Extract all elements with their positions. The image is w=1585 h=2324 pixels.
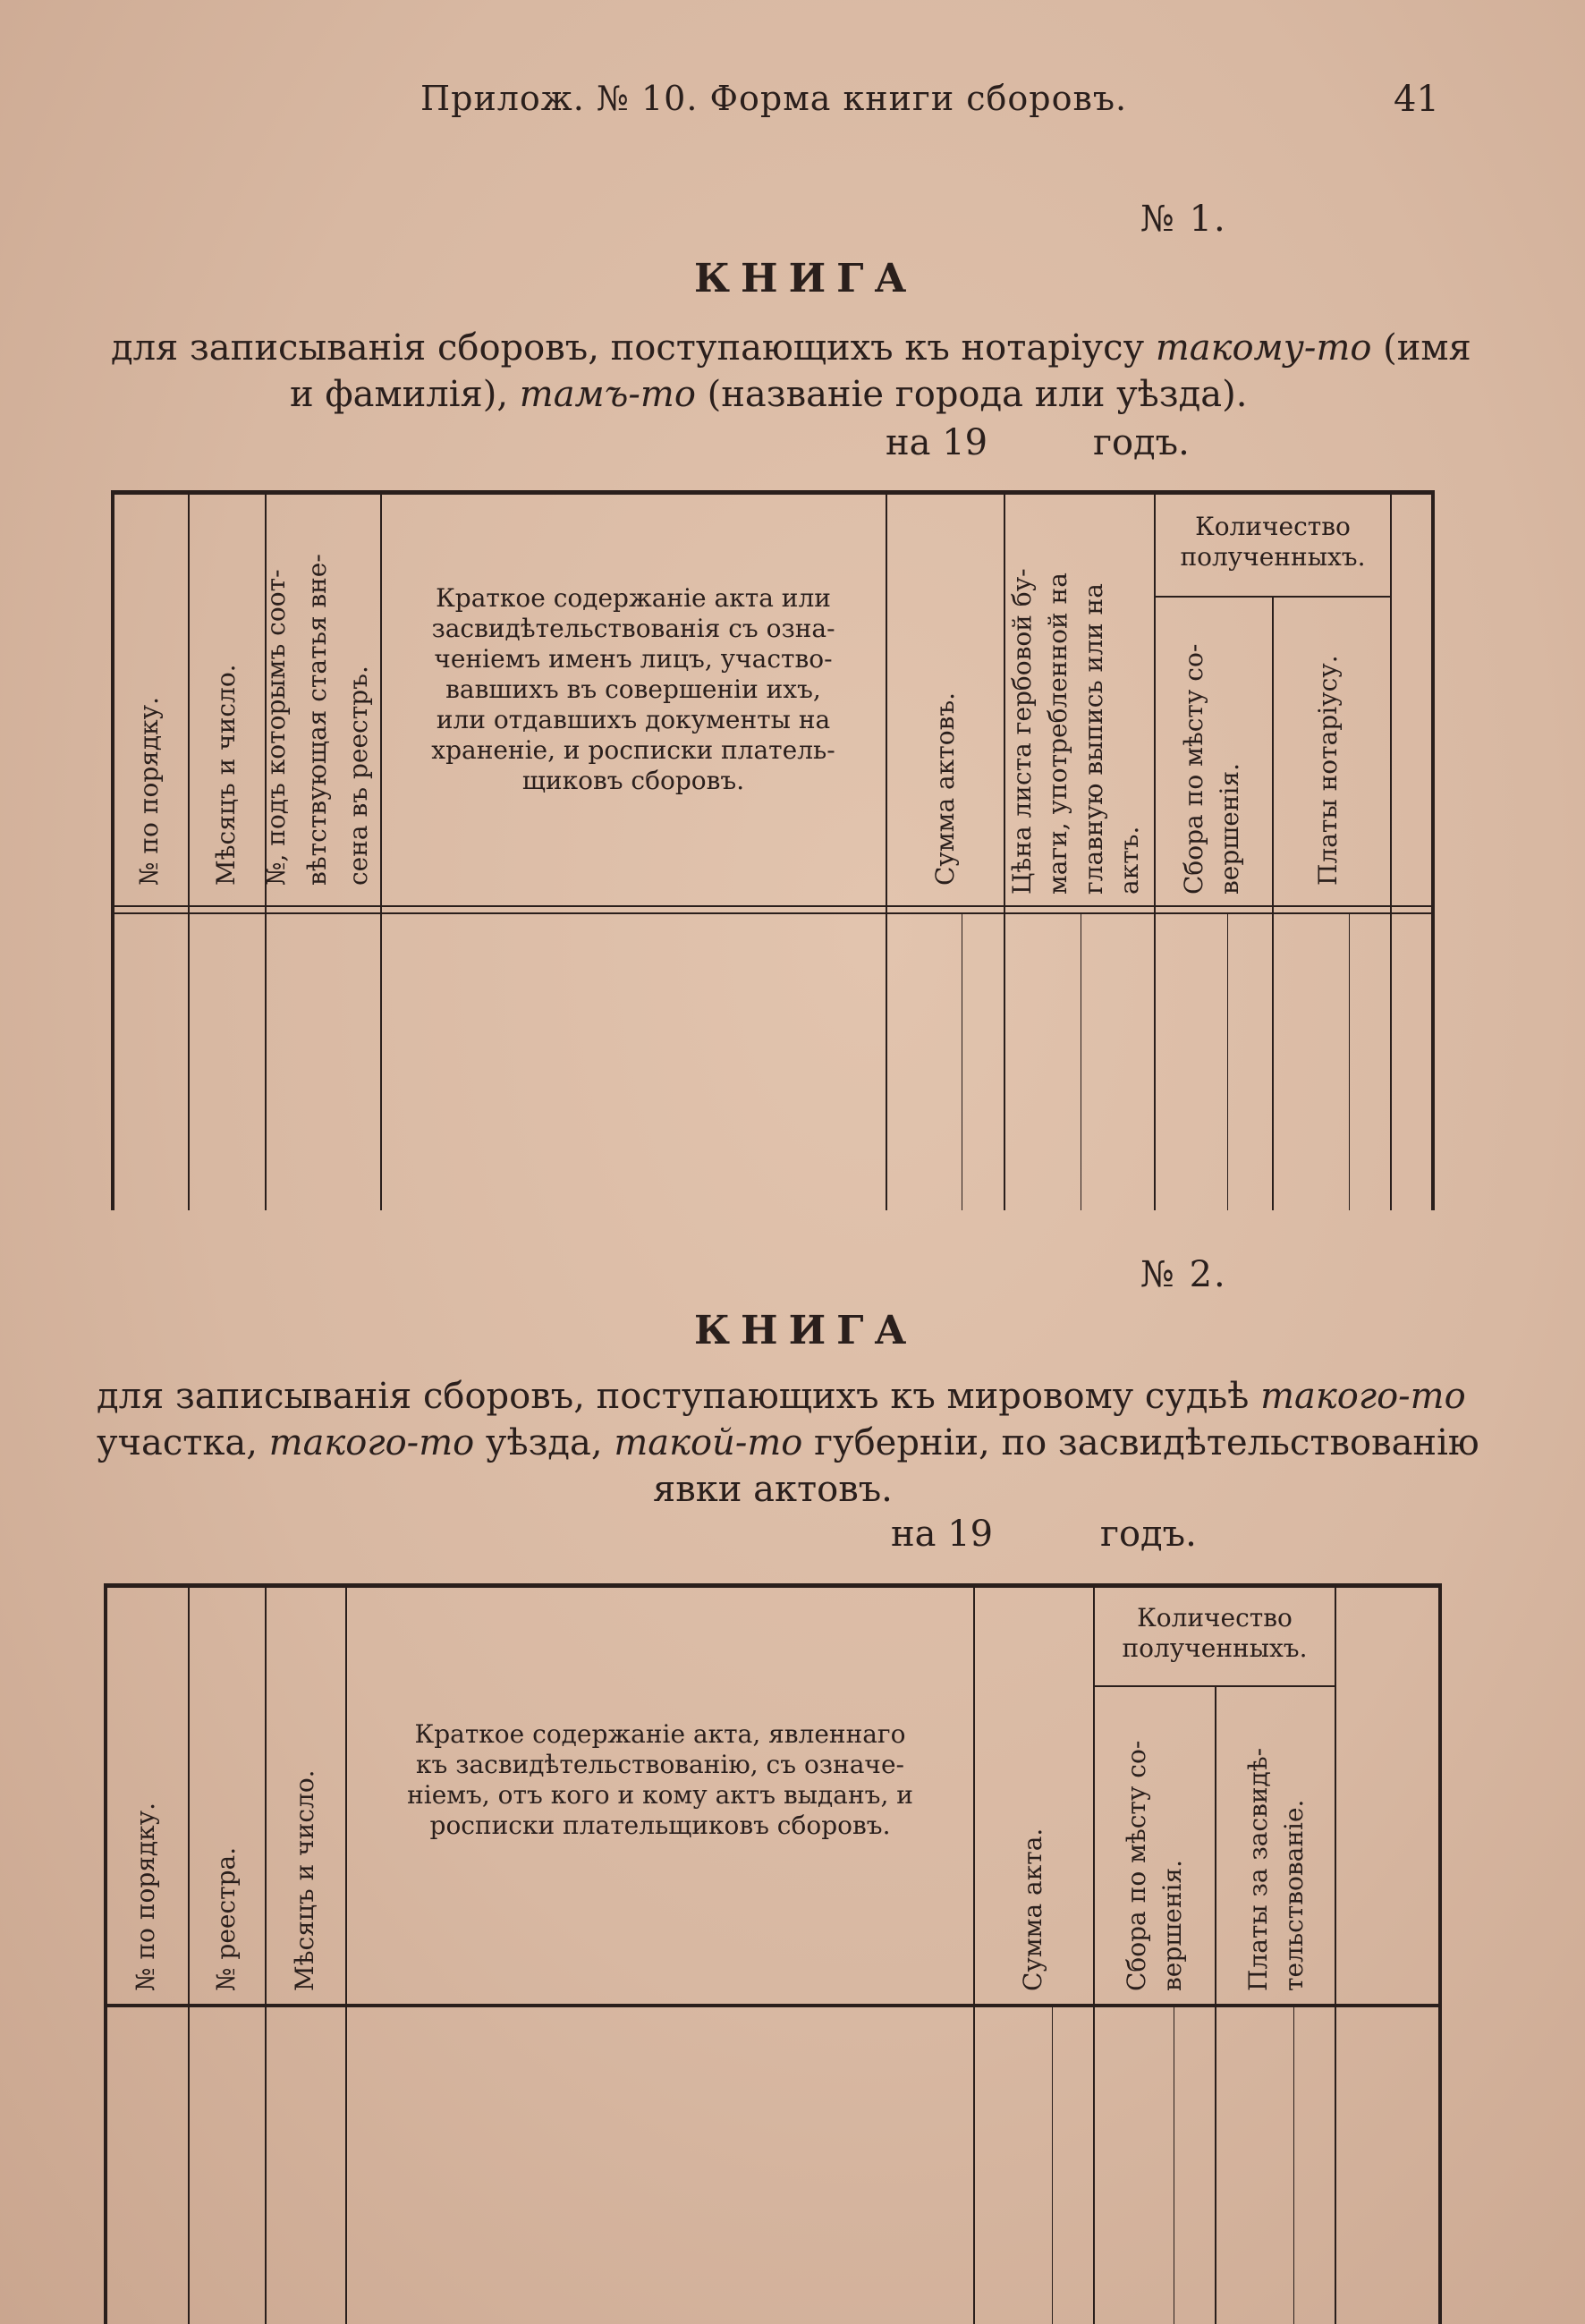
form2-col-sum: Сумма акта. [1018,1828,1047,1991]
form1-year-suffix: годъ. [1093,422,1190,463]
form2-col-attest-pay-l1: Платы за засвидѣ- [1243,1747,1273,1991]
page-number: 41 [1394,79,1439,120]
form1-col-fee-l2: вершенія. [1215,762,1244,895]
form2-number: № 2. [1140,1254,1227,1295]
form1-title: КНИГА [694,256,918,301]
form2-year-suffix: годъ. [1100,1514,1197,1555]
form1-col-stamp-price-l4: актъ. [1115,826,1144,895]
form1-col-sum: Сумма актовъ. [930,691,960,886]
running-title: Прилож. № 10. Форма книги сборовъ. [420,79,1128,118]
form2-col-registry: № реестра. [211,1846,241,1991]
form1-col-date: Мѣсяцъ и число. [211,664,241,886]
form1-col-registry-l2: вѣтствующая статья вне- [302,554,332,886]
form2-col-group-received: Количество полученныхъ. [1122,1603,1308,1663]
form2-subtitle-line1: для записыванія сборовъ, поступающихъ къ мировому судьѣ такого-то [97,1376,1466,1417]
form1-year-prefix: на 19 [886,422,988,463]
form1-col-notary-pay: Платы нотаріусу. [1313,655,1343,886]
form2-col-content: Краткое содержаніе акта, явленнаго къ засвидѣтельствованію, съ означе- ніемъ, отъ кого и кому актъ выданъ, и росписки плательщиковъ сборовъ. [407,1719,913,1840]
form1-col-registry-l3: сена въ реестръ. [343,666,373,886]
form1-col-group-received: Количество полученныхъ. [1180,512,1366,572]
form1-subtitle-line1: для записыванія сборовъ, поступающихъ къ нотаріусу такому-то (имя [111,327,1471,369]
form2-subtitle-line3: явки актовъ. [653,1469,893,1510]
form1-col-content: Краткое содержаніе акта или засвидѣтельствованія съ озна- ченіемъ именъ лицъ, участво- вавшихъ въ совершеніи ихъ, или отдавшихъ документы на храненіе, и росписки платель- щиковъ сборовъ. [431,583,835,795]
form1-subtitle-line2: и фамилія), тамъ-то (названіе города или уѣзда). [290,374,1248,415]
form2-col-attest-pay-l2: тельствованіе. [1279,1799,1309,1991]
form2-col-fee-l2: вершенія. [1157,1859,1187,1991]
form1-col-stamp-price-l3: главную выпись или на [1079,583,1108,895]
form1-col-stamp-price-l2: маги, употребленной на [1043,573,1072,895]
form1-col-number: № по порядку. [134,696,164,886]
form2-subtitle-line2: участка, такого-то уѣзда, такой-то губерніи, по засвидѣтельствованію [97,1422,1479,1463]
form1-col-stamp-price-l1: Цѣна листа гербовой бу- [1007,568,1037,895]
form2-year-prefix: на 19 [891,1514,994,1555]
form1-number: № 1. [1140,199,1227,240]
form2-col-number: № по порядку. [131,1802,160,1991]
form2-col-fee-l1: Сбора по мѣсту со- [1122,1740,1151,1991]
form1-col-registry-l1: №, подъ которымъ соот- [261,569,291,886]
form1-col-fee-l1: Сбора по мѣсту со- [1179,643,1208,895]
form2-title: КНИГА [694,1308,918,1353]
form2-col-date: Мѣсяцъ и число. [290,1769,319,1991]
